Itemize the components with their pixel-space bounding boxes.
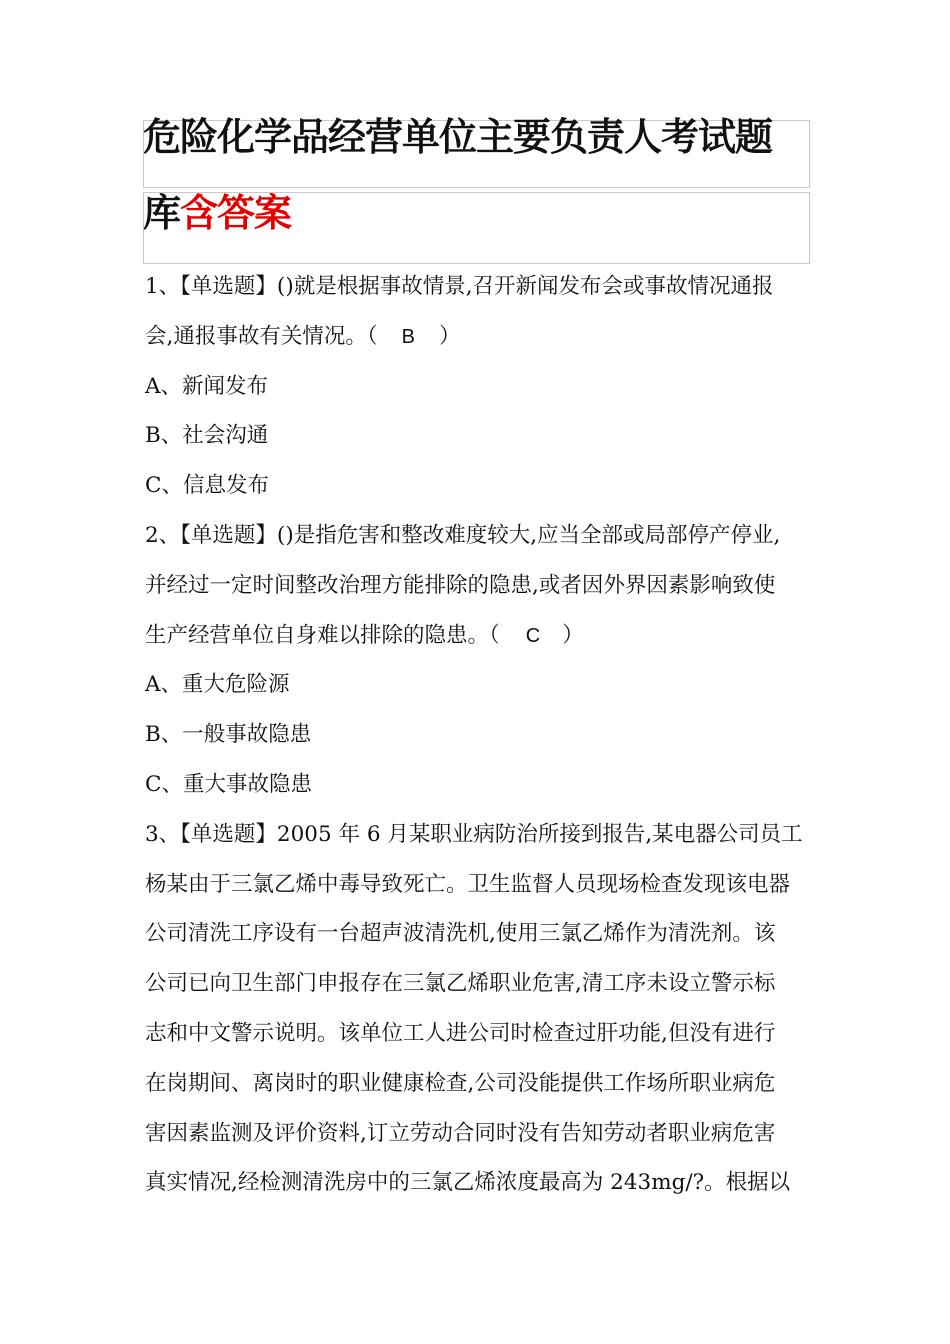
question-text-line: 在岗期间、离岗时的职业健康检查,公司没能提供工作场所职业病危 — [145, 1070, 776, 1096]
option-b: B、一般事故隐患 — [145, 722, 312, 748]
question-2 — [145, 511, 810, 810]
question-text-line: 公司已向卫生部门申报存在三氯乙烯职业危害,清工序未设立警示标 — [145, 971, 776, 997]
question-text-line: 公司清洗工序设有一台超声波清洗机,使用三氯乙烯作为清洗剂。该 — [145, 921, 776, 947]
question-3 — [145, 810, 810, 1208]
question-text-line: 杨某由于三氯乙烯中毒导致死亡。卫生监督人员现场检查发现该电器 — [145, 871, 791, 897]
question-list — [145, 262, 810, 1208]
question-text-line: 并经过一定时间整改治理方能排除的隐患,或者因外界因素影响致使 — [145, 572, 776, 598]
option-c: C、重大事故隐患 — [145, 771, 312, 797]
answer-close-paren: ） — [562, 622, 584, 648]
question-text-line: 志和中文警示说明。该单位工人进公司时检查过肝功能,但没有进行 — [145, 1020, 776, 1046]
question-text: 生产经营单位自身难以排除的隐患。（ — [145, 622, 500, 648]
title-red-part: 含答案 — [180, 191, 292, 235]
option-a: A、新闻发布 — [145, 373, 269, 399]
question-text-line — [145, 611, 810, 661]
document-title-line2 — [143, 182, 823, 237]
question-text-line: 3、【单选题】2005 年 6 月某职业病防治所接到报告,某电器公司员工 — [145, 821, 803, 847]
option-b: B、社会沟通 — [145, 423, 269, 449]
answer-close-paren: ） — [438, 323, 461, 349]
answer-letter: C — [525, 624, 541, 647]
question-text-line: 1、【单选题】()就是根据事故情景,召开新闻发布会或事故情况通报 — [145, 274, 774, 299]
question-text-line: 害因素监测及评价资料,订立劳动合同时没有告知劳动者职业病危害 — [145, 1120, 776, 1146]
option-a: A、重大危险源 — [145, 672, 290, 698]
question-1 — [145, 262, 810, 511]
question-text-line: 真实情况,经检测清洗房中的三氯乙烯浓度最高为 243mg/?。根据以 — [145, 1170, 791, 1196]
option-c: C、信息发布 — [145, 473, 269, 499]
title-black-part: 库 — [143, 191, 181, 235]
document-title-line1: 危险化学品经营单位主要负责人考试题 — [143, 115, 773, 159]
question-text-line: 2、【单选题】()是指危害和整改难度较大,应当全部或局部停产停业, — [145, 522, 781, 548]
question-text: 会,通报事故有关情况。（ — [145, 323, 378, 349]
answer-letter: B — [401, 325, 415, 348]
question-text-line — [145, 312, 810, 362]
